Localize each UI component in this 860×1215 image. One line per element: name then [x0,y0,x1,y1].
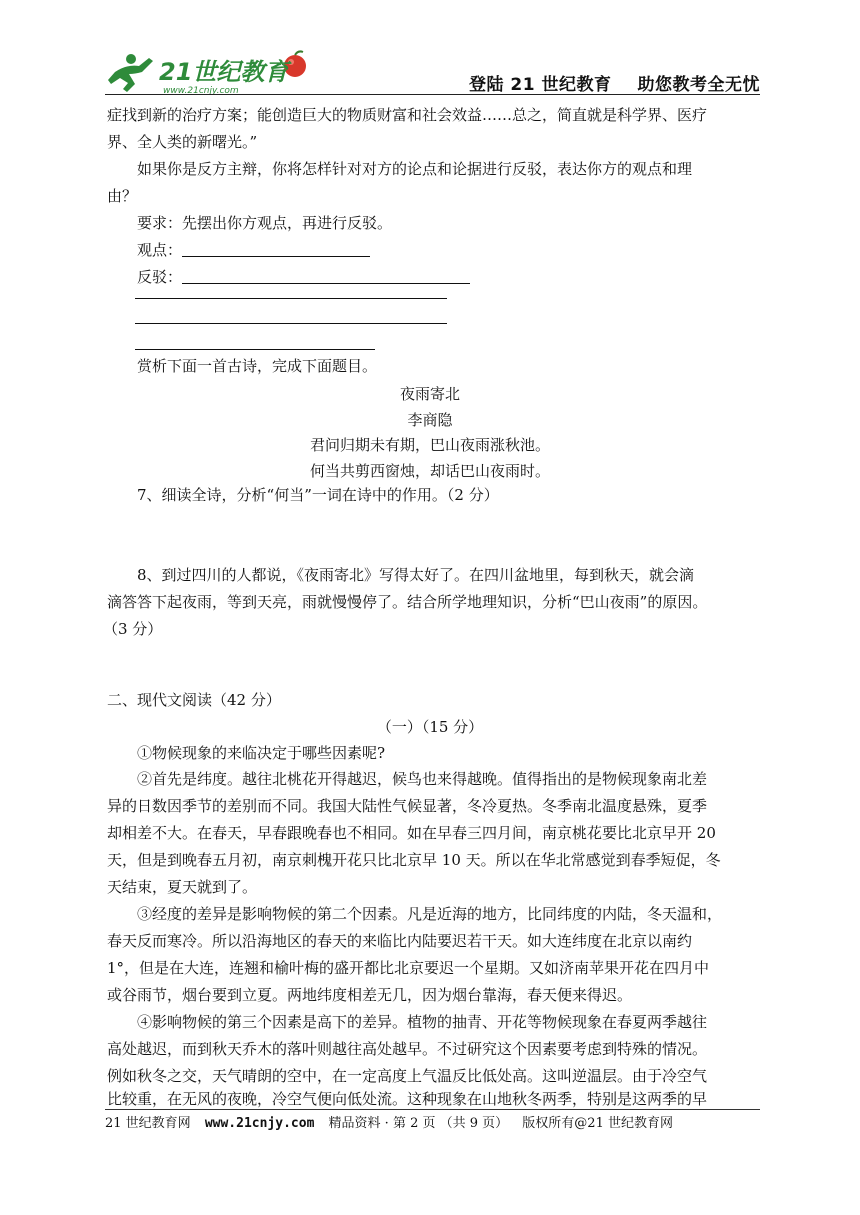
logo-text: 21世纪教育 [159,58,289,86]
footer-site-name: 21 世纪教育网 [105,1116,191,1131]
viewpoint-row [137,237,370,264]
header-slogan [469,70,760,95]
poem-author: 李商隐 [407,411,453,429]
section-heading: 二、现代文阅读（42 分） [107,691,281,709]
footer-divider [105,1109,760,1110]
poem-line: 君问归期未有期，巴山夜雨涨秋池。 [309,436,550,454]
paragraph-3-line: 1°，但是在大连，连翘和榆叶梅的盛开都比北京要迟一个星期。又如济南苹果开花在四月中 [107,959,710,977]
paragraph-2-line: 天，但是到晚春五月初，南京刺槐开花只比北京早 10 天。所以在华北常感觉到春季短促，冬 [107,851,721,869]
footer-copyright: 版权所有@21 世纪教育网 [522,1116,673,1131]
paragraph-2-line: 异的日数因季节的差别而不同。我国大陆性气候显著，冬冷夏热。冬季南北温度悬殊，夏季 [107,797,708,815]
logo [105,50,315,96]
paragraph-3-line: 或谷雨节，烟台要到立夏。两地纬度相差无几，因为烟台靠海，春天便来得迟。 [107,986,633,1004]
paragraph-4-line: ④影响物候的第三个因素是高下的差异。植物的抽青、开花等物候现象在春夏两季越往 [137,1013,708,1031]
answer-line[interactable] [135,349,375,350]
question-prompt: 由？ [107,187,138,205]
question-8-line: 8、到过四川的人都说，《夜雨寄北》写得太好了。在四川盆地里，每到秋天，就会滴 [137,566,695,584]
slogan-left: 登陆 21 世纪教育 [469,75,612,95]
page-header [105,50,760,96]
footer-site-url[interactable]: www.21cnjy.com [204,1116,315,1131]
paragraph-4-line: 例如秋冬之交，天气晴朗的空中，在一定高度上气温反比低处高。这叫逆温层。由于冷空气 [107,1067,708,1085]
rebuttal-row [137,264,470,291]
poem-intro: 赏析下面一首古诗，完成下面题目。 [137,357,378,375]
paragraph-2-line: 天结束，夏天就到了。 [107,878,258,896]
poem-title: 夜雨寄北 [399,385,460,403]
poem-line: 何当共剪西窗烛，却话巴山夜雨时。 [309,462,550,480]
runner-icon [108,54,153,92]
text-line: 症找到新的治疗方案；能创造巨大的物质财富和社会效益……总之，简直就是科学界、医疗 [107,106,708,124]
rebuttal-label: 反驳： [137,268,183,286]
question-8-line: 滴答答下起夜雨，等到天亮，雨就慢慢停了。结合所学地理知识，分析“巴山夜雨”的原因。 [107,593,708,611]
text-line: 界、全人类的新曙光。” [107,133,258,151]
section-subheading: （一）（15 分） [376,718,484,736]
viewpoint-blank[interactable] [182,242,370,257]
paragraph-2-line: 却相差不大。在春天，早春跟晚春也不相同。如在早春三四月间，南京桃花要比北京早开 20 [107,824,716,842]
answer-line[interactable] [135,298,447,299]
page-footer [105,1114,760,1134]
question-prompt: 如果你是反方主辩，你将怎样针对对方的论点和论据进行反驳，表达你方的观点和理 [137,160,693,178]
question-7: 7、细读全诗，分析“何当”一词在诗中的作用。（2 分） [137,486,499,504]
question-8-line: （3 分） [103,620,163,638]
answer-line[interactable] [135,323,447,324]
slogan-right: 助您教考全无忧 [637,75,760,95]
viewpoint-label: 观点： [137,241,183,259]
requirement-text: 要求：先摆出你方观点，再进行反驳。 [137,214,393,232]
header-divider [105,94,760,95]
rebuttal-blank[interactable] [182,269,470,284]
logo-subtext: www.21cnjy.com [163,86,239,96]
paragraph-3-line: 春天反而寒冷。所以沿海地区的春天的来临比内陆要迟若干天。如大连纬度在北京以南约 [107,932,693,950]
paragraph-3-line: ③经度的差异是影响物候的第二个因素。凡是近海的地方，比同纬度的内陆，冬天温和， [137,905,723,923]
paragraph-4-line: 高处越迟，而到秋天乔木的落叶则越往高处越早。不过研究这个因素要考虑到特殊的情况。 [107,1040,708,1058]
paragraph-4-line: 比较重，在无风的夜晚，冷空气便向低处流。这种现象在山地秋冬两季，特别是这两季的早 [107,1090,708,1108]
paragraph-1: ①物候现象的来临决定于哪些因素呢? [137,744,386,762]
paragraph-2-line: ②首先是纬度。越往北桃花开得越迟，候鸟也来得越晚。值得指出的是物候现象南北差 [137,770,708,788]
footer-page-info: 精品资料 · 第 2 页 （共 9 页） [328,1116,509,1131]
